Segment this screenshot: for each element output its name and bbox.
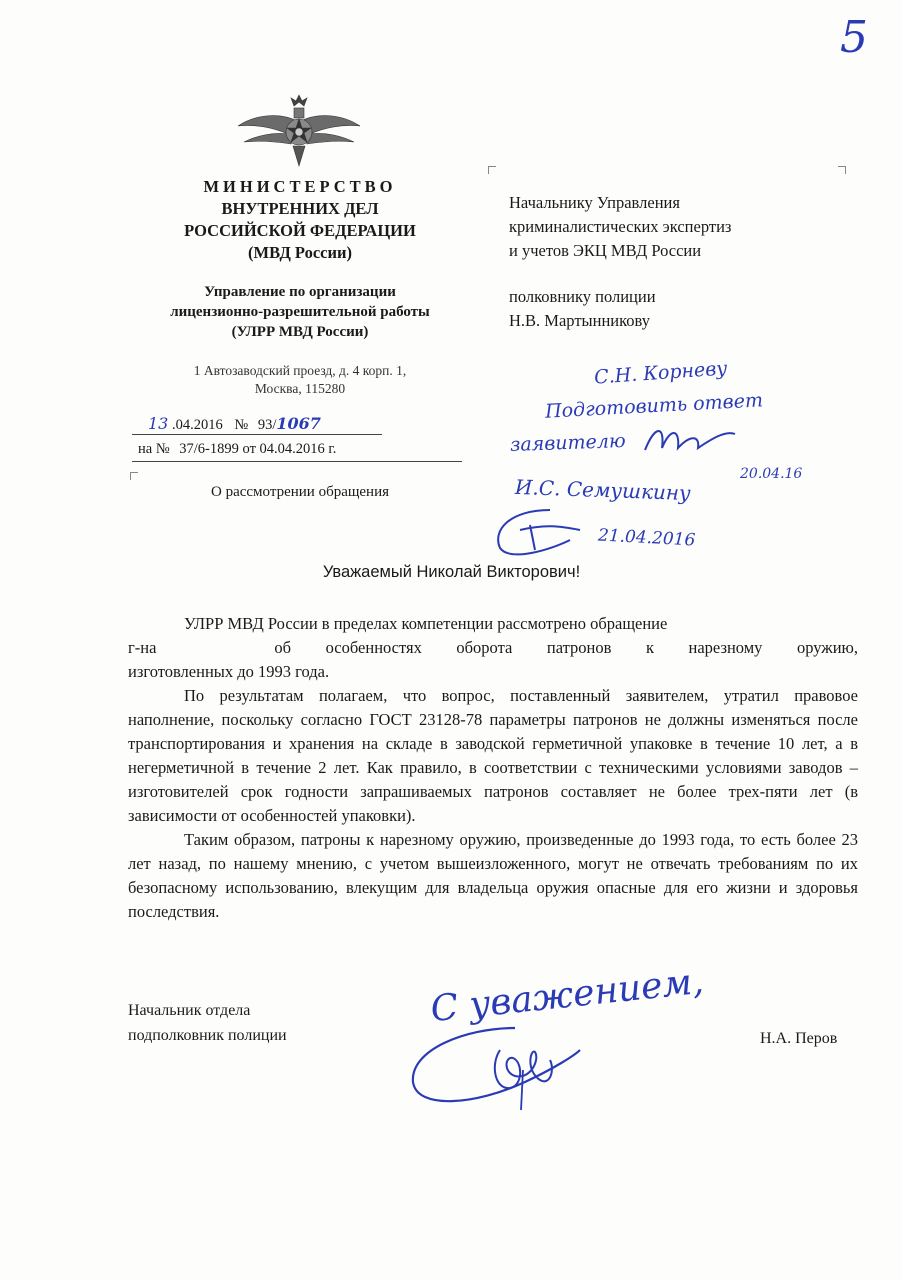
signer-title2: подполковник полиции: [128, 1027, 287, 1044]
recipient-line3: и учетов ЭКЦ МВД России: [509, 241, 702, 260]
paragraph-2: По результатам полагаем, что вопрос, поставленный заявителем, утратил правовое наполнение, поскольку согласно ГОСТ 23128-78 параметры патронов не должны изменяться после транспортирования и хранения на складе в заводской герметичной упаковке в течение 10 лет, а в негерметичной в течение 2 лет. Как правило, в соответствии с техническими условиями заводов – изготовителей срок годности запрашиваемых патронов составляет не более трех-пяти лет (в зависимости от особенностей упаковки).: [128, 686, 858, 825]
resolution-line2: Подготовить ответ: [544, 389, 764, 423]
recipient-line1: Начальнику Управления: [509, 193, 680, 212]
registration-day: 13: [148, 414, 169, 433]
registration-reference: [138, 441, 336, 458]
corner-mark: [130, 472, 138, 480]
paragraph-1-line3: изготовленных до 1993 года.: [128, 662, 330, 681]
registration-date: .04.2016: [171, 417, 223, 433]
closing-handwritten: С уважением,: [428, 960, 706, 1031]
ministry-line1: МИНИСТЕРСТВО: [203, 177, 397, 196]
resolution-line4: И.С. Семушкину: [514, 474, 692, 506]
mvd-emblem-icon: [236, 92, 362, 172]
corner-mark: [488, 166, 496, 174]
registration-number-prefix: 93/: [257, 417, 277, 433]
recipient-line4: полковнику полиции: [509, 287, 656, 306]
department-line3: (УЛРР МВД России): [231, 324, 369, 340]
letter-body: [128, 612, 858, 924]
department-line2: лицензионно-разрешительной работы: [170, 304, 430, 320]
signer-name: Н.А. Перов: [760, 1030, 838, 1047]
reference-value: 37/6-1899 от 04.04.2016 г.: [179, 441, 337, 457]
paragraph-3: Таким образом, патроны к нарезному оружию, произведенные до 1993 года, то есть более 23 лет назад, по нашему мнению, с учетом вышеизложенного, могут не отвечать требованиям по их безопасному использованию, влекущим для владельца оружия опасные для его жизни и здоровья последствия.: [128, 830, 858, 921]
registration-underline-1: [132, 434, 382, 435]
page-number: 5: [840, 12, 868, 63]
registration-number-hand: 1067: [276, 414, 321, 433]
registration-underline-2: [132, 461, 462, 462]
signer-block: [128, 998, 287, 1048]
reference-label: на №: [138, 441, 170, 457]
main-signature-icon: [405, 1010, 605, 1120]
address-line1: 1 Автозаводский проезд, д. 4 корп. 1,: [193, 363, 407, 378]
subject-line: О рассмотрении обращения: [210, 484, 390, 500]
resolution-signature-1-icon: [640, 420, 740, 460]
greeting: Уважаемый Николай Викторович!: [322, 563, 581, 581]
department-header: [120, 282, 480, 342]
paragraph-1-line1: УЛРР МВД России в пределах компетенции рассмотрено обращение: [184, 614, 668, 633]
resolution-date2: 21.04.2016: [597, 525, 696, 551]
recipient-line5: Н.В. Мартынникову: [509, 311, 651, 330]
registration-date-number: [148, 414, 321, 434]
ministry-line2: ВНУТРЕННИХ ДЕЛ: [221, 199, 379, 218]
resolution-line1: С.Н. Корневу: [593, 357, 728, 389]
signer-title1: Начальник отдела: [128, 1002, 251, 1019]
ministry-header: [120, 176, 480, 264]
address: [120, 362, 480, 398]
corner-mark: [838, 166, 846, 174]
ministry-line3: РОССИЙСКОЙ ФЕДЕРАЦИИ: [184, 221, 416, 240]
paragraph-1-line2-start: г-на: [128, 638, 157, 657]
resolution-line3: заявителю: [509, 429, 627, 457]
recipient-block: [509, 191, 869, 333]
paragraph-1-line2-end: об особенностях оборота патронов к нарезному оружию,: [274, 638, 858, 657]
paragraph-1: [128, 612, 858, 636]
department-line1: Управление по организации: [204, 284, 396, 300]
registration-number-label: №: [234, 417, 249, 433]
resolution-date1: 20.04.16: [740, 466, 803, 482]
ministry-line4: (МВД России): [248, 243, 352, 262]
address-line2: Москва, 115280: [254, 381, 346, 396]
recipient-line2: криминалистических экспертиз: [509, 217, 732, 236]
